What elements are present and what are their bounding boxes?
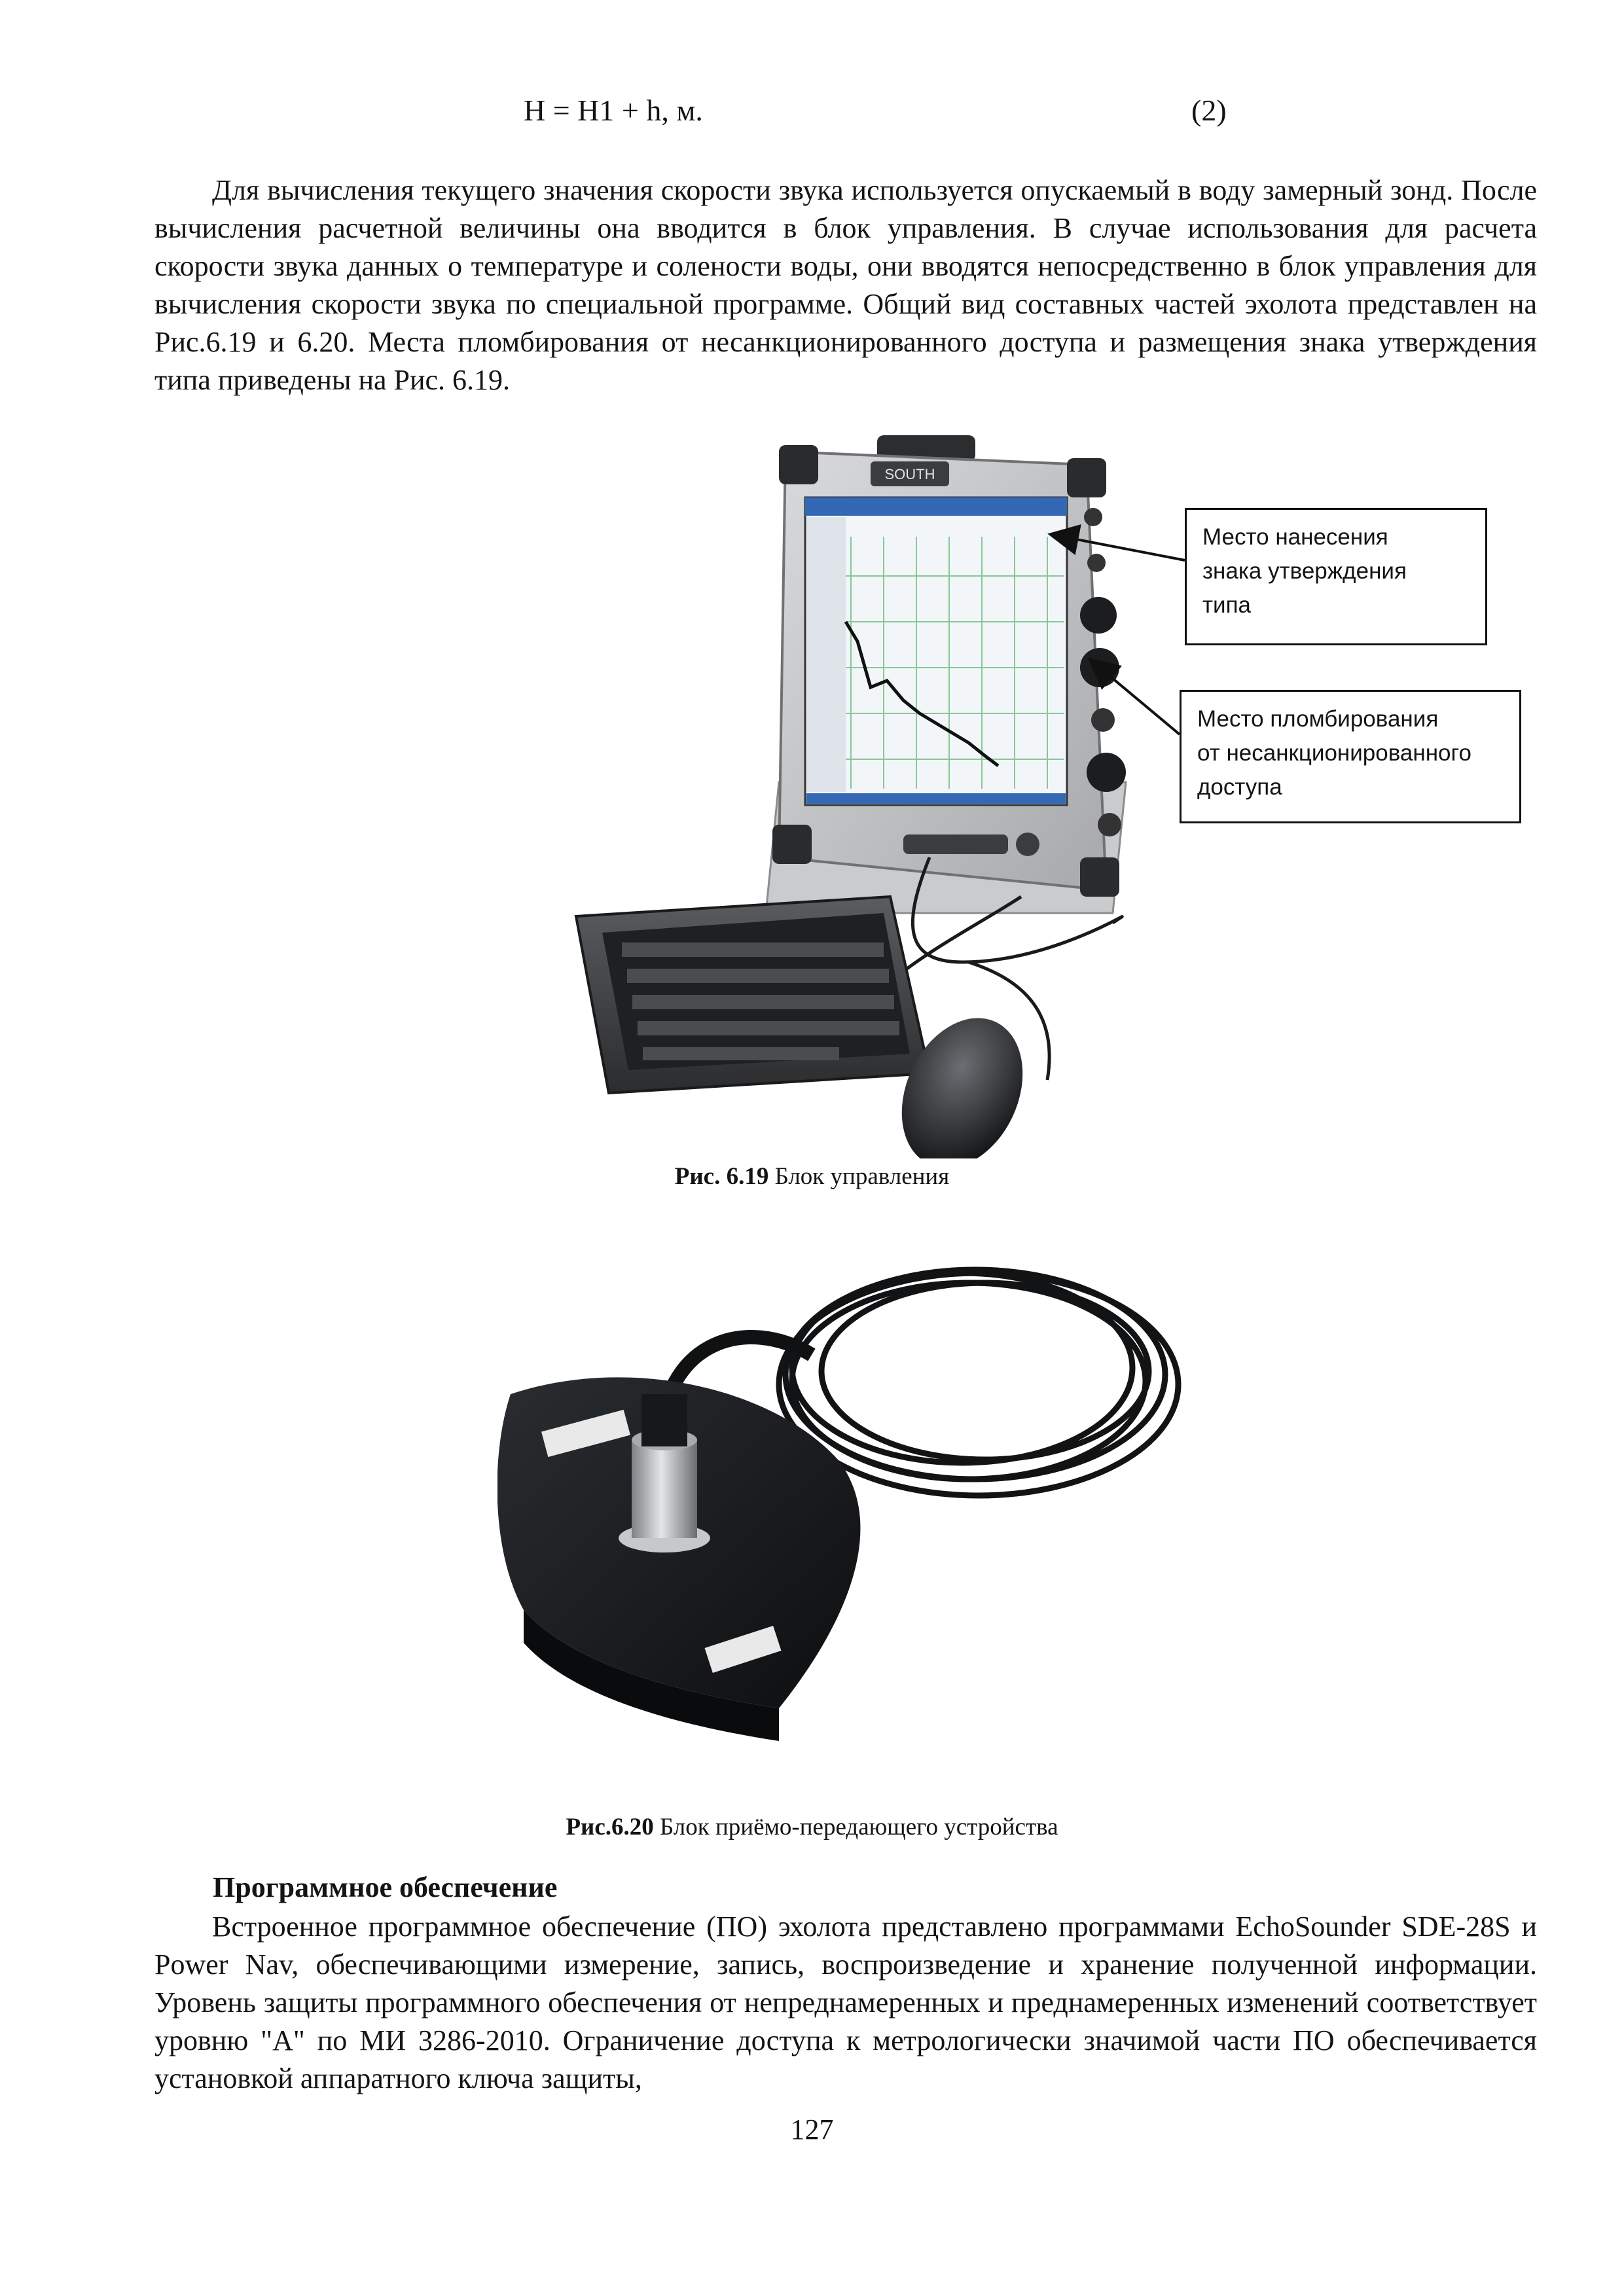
section-heading: Программное обеспечение (213, 1871, 558, 1903)
caption-text: Блок управления (768, 1163, 950, 1190)
brand-label: SOUTH (884, 466, 935, 482)
callout-sealing (1180, 690, 1521, 823)
transducer-image (497, 1244, 1218, 1780)
callout-line: Место пломбирования (1197, 706, 1439, 732)
caption-label: Рис. 6.19 (674, 1163, 769, 1190)
figure-6-19-caption (0, 1162, 1624, 1191)
callout-type-approval (1185, 508, 1487, 645)
callout-line: доступа (1197, 774, 1282, 800)
paragraph-text: Встроенное программное обеспечение (ПО) эхолота представлено программами EchoSounder SDE-28S и Power Nav, обеспечивающими измерение, запись, воспроизведение и хранение полученной информации. Уровень защиты программного обеспечения от непреднамеренных и преднамеренных изменений соответствует уровню "А" по МИ 3286-2010. Ограничение доступа к метрологически значимой части ПО обеспечивается установкой аппаратного ключа защиты, (154, 1910, 1537, 2094)
caption-label: Рис.6.20 (566, 1814, 654, 1840)
callout-line: типа (1202, 592, 1251, 618)
paragraph-text: Для вычисления текущего значения скорости звука используется опускаемый в воду замерный зонд. После вычисления расчетной величины она вводится в блок управления. В случае использования для расчета скорости звука данных о температуре и солености воды, они вводятся непосредственно в блок управления для вычисления скорости звука по специальной программе. Общий вид составных частей эхолота представлен на Рис.6.19 и 6.20. Места пломбирования от несанкционированного доступа и размещения знака утверждения типа приведены на Рис. 6.19. (154, 174, 1537, 396)
formula-number: (2) (1191, 94, 1227, 127)
callout-line: от несанкционированного (1197, 740, 1471, 766)
page-number: 127 (790, 2113, 834, 2145)
callout-line: Место нанесения (1202, 524, 1388, 550)
paragraph-software (154, 1908, 1537, 2098)
figure-6-20-caption (0, 1813, 1624, 1841)
formula: H = H1 + h, м. (524, 94, 703, 127)
caption-text: Блок приёмо-передающего устройства (653, 1814, 1058, 1840)
callout-line: знака утверждения (1202, 558, 1407, 584)
